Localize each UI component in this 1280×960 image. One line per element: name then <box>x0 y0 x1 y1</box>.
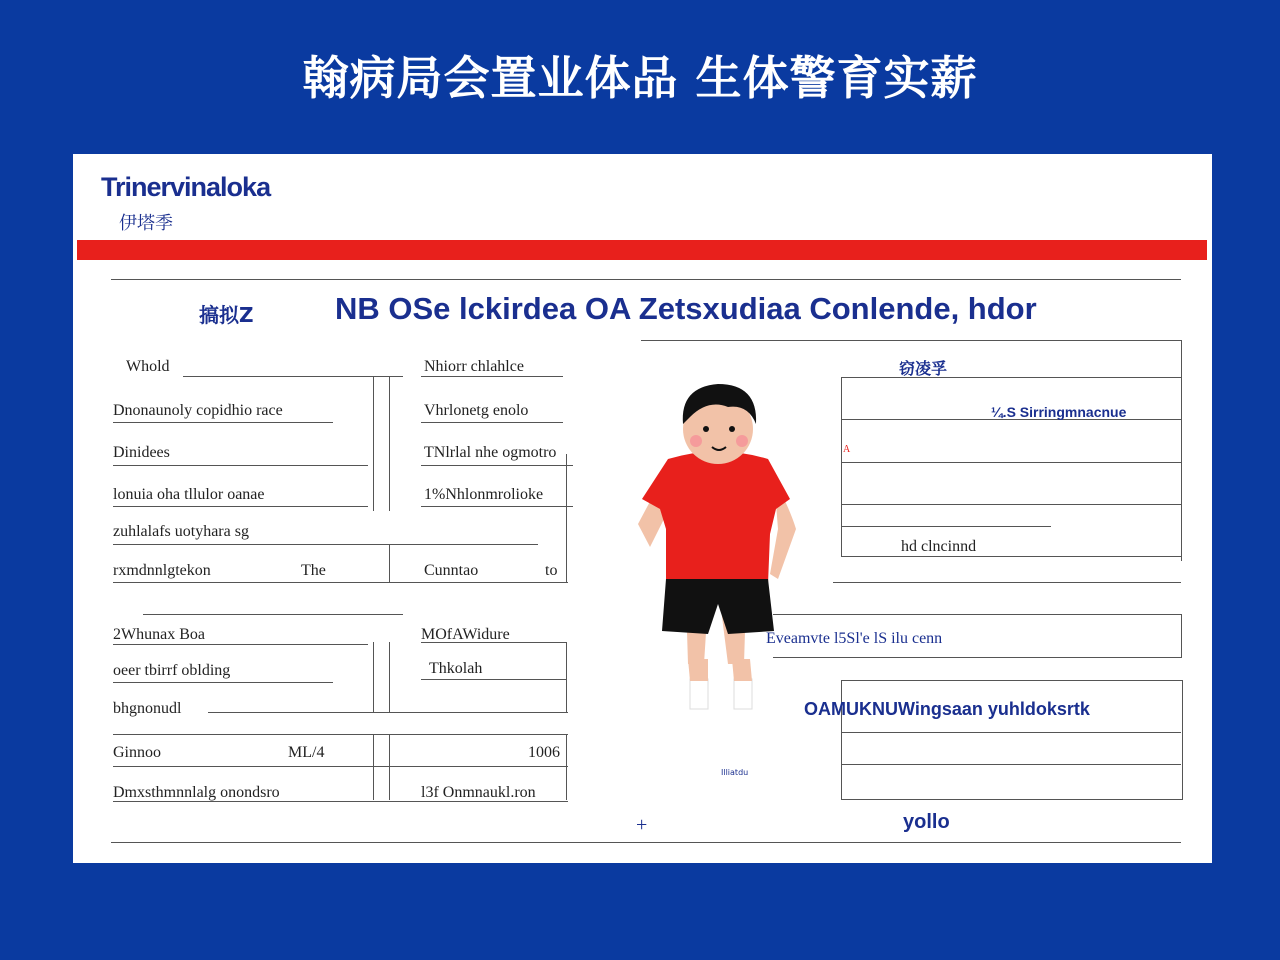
field-label: Nhiorr chlahlce <box>424 358 524 375</box>
field-label: 2Whunax Boa <box>113 626 205 643</box>
right-field-label: ¼.S Sirringmnacnue <box>991 404 1127 420</box>
field-label: zuhlalafs uotyhara sg <box>113 523 249 540</box>
field-underline <box>841 462 1181 463</box>
field-underline <box>841 556 1181 557</box>
field-label: TNlrlal nhe ogmotro <box>424 444 557 461</box>
field-label: lonuia oha tllulor oanae <box>113 486 265 503</box>
field-underline <box>841 504 1181 505</box>
column-divider <box>566 734 567 800</box>
field-label: Thkolah <box>429 660 483 677</box>
right-field-label: hd clncinnd <box>901 538 977 555</box>
right-field-label: Eveamvte l5Sl'e lS ilu cenn <box>766 630 943 647</box>
field-label: oeer tbirrf oblding <box>113 662 231 679</box>
field-underline <box>113 644 368 645</box>
field-label: ML/4 <box>288 744 325 761</box>
field-underline <box>421 376 563 377</box>
column-divider <box>566 642 567 712</box>
field-underline <box>841 732 1181 733</box>
form-sheet <box>73 154 1212 863</box>
field-underline <box>841 526 1051 527</box>
column-divider <box>841 377 842 557</box>
field-underline <box>113 766 568 767</box>
field-underline <box>421 465 573 466</box>
column-divider <box>373 642 374 712</box>
field-underline <box>113 422 333 423</box>
field-box <box>841 680 1183 800</box>
field-underline <box>113 734 568 735</box>
column-divider <box>389 544 390 582</box>
field-label: 1%Nhlonmrolioke <box>424 486 544 503</box>
field-underline <box>841 377 1181 378</box>
field-underline <box>113 465 368 466</box>
column-divider <box>566 454 567 582</box>
field-underline <box>113 582 568 583</box>
field-underline <box>841 764 1181 765</box>
field-label: Whold <box>126 358 170 375</box>
banner-title: 翰病局会置业体品 生体警育实薪 <box>302 51 978 105</box>
field-label: The <box>301 562 326 579</box>
field-underline <box>113 506 368 507</box>
field-underline <box>421 506 573 507</box>
red-header-bar <box>77 240 1207 260</box>
right-field-mark: A <box>843 444 851 455</box>
bottom-rule <box>111 842 1181 843</box>
plus-mark: + <box>636 814 648 836</box>
field-underline <box>143 614 403 615</box>
column-divider <box>373 734 374 800</box>
right-panel-header: 窃凌孚 <box>899 361 948 378</box>
field-label: Cunntao <box>424 562 479 579</box>
field-label: Vhrlonetg enolo <box>424 402 529 419</box>
right-field-label: OAMUKNUWingsaan yuhldoksrtk <box>804 699 1090 719</box>
field-label: Dinidees <box>113 444 170 461</box>
column-divider <box>389 376 390 511</box>
top-rule <box>111 279 1181 280</box>
footer-label: yollo <box>903 811 950 833</box>
field-label: l3f Onmnaukl.ron <box>421 784 536 801</box>
column-divider <box>389 642 390 712</box>
field-underline <box>208 712 568 713</box>
field-label: Dmxsthmnnlalg onondsro <box>113 784 280 801</box>
column-divider <box>373 376 374 511</box>
field-label: 1006 <box>528 744 560 761</box>
tiny-note: Illiatdu <box>721 768 749 777</box>
field-underline <box>421 422 563 423</box>
field-label: Dnonaunoly copidhio race <box>113 402 283 419</box>
organization-subtitle: 伊塔季 <box>119 213 173 234</box>
field-underline <box>421 679 566 680</box>
field-underline <box>113 682 333 683</box>
column-divider <box>389 734 390 800</box>
field-underline <box>183 376 403 377</box>
field-label: MOfAWidure <box>421 626 510 643</box>
organization-name: Trinervinaloka <box>101 172 271 202</box>
field-label: rxmdnnlgtekon <box>113 562 211 579</box>
field-underline <box>113 544 538 545</box>
field-label: to <box>545 562 558 579</box>
field-label: Ginnoo <box>113 744 161 761</box>
field-underline <box>833 582 1181 583</box>
form-title: NB OSe lckirdea OA Zetsxudiaa Conlende, hdor <box>335 291 1037 326</box>
field-label: bhgnonudl <box>113 700 182 717</box>
form-code: 搞拟Z <box>199 303 254 327</box>
